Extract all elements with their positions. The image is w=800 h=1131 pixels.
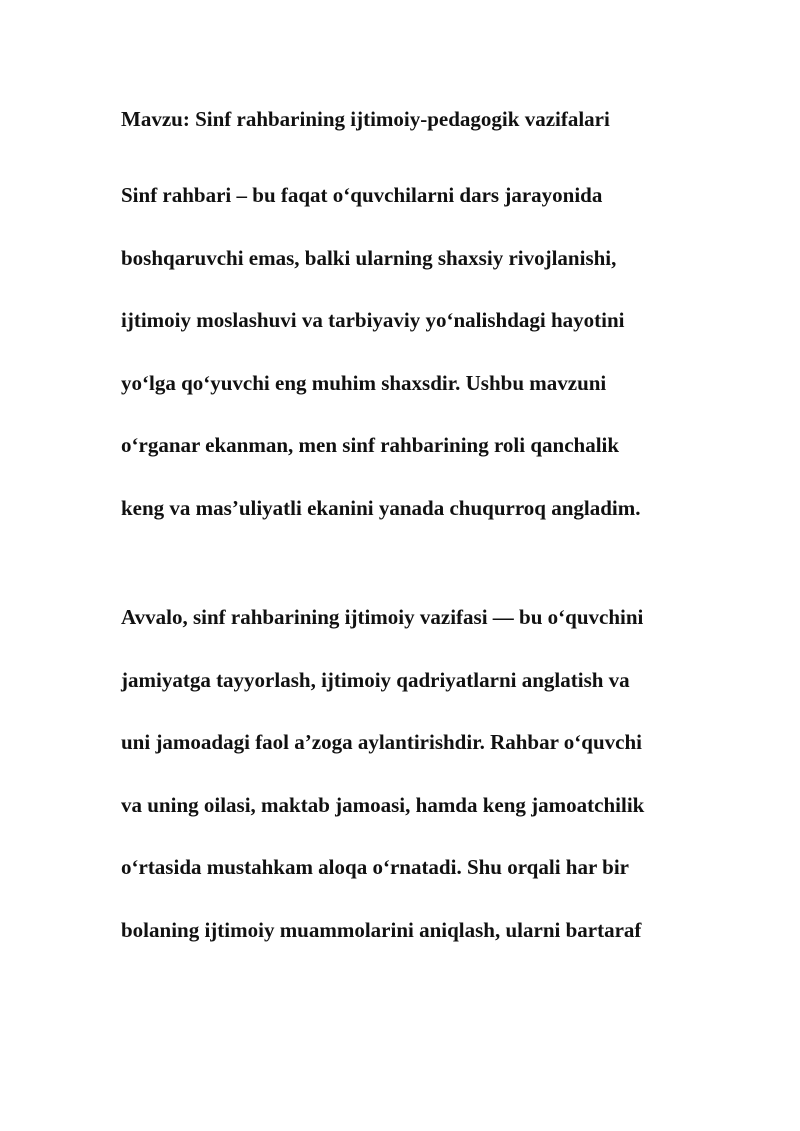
paragraph-1 [121, 181, 640, 556]
paragraph-line: o‘rganar ekanman, men sinf rahbarining roli qanchalik [121, 433, 620, 457]
paragraph-line: keng va mas’uliyatli ekanini yanada chuqurroq angladim. [121, 495, 641, 520]
paragraph-line: o‘rtasida mustahkam aloqa o‘rnatadi. Shu orqali har bir [121, 855, 629, 879]
paragraph-line: jamiyatga tayyorlash, ijtimoiy qadriyatlarni anglatish va [121, 667, 630, 692]
document-title: Mavzu: Sinf rahbarining ijtimoiy-pedagogik vazifalari [121, 107, 610, 131]
paragraph-line: Avvalo, sinf rahbarining ijtimoiy vazifasi — bu o‘quvchini [121, 605, 644, 629]
paragraph-line: bolaning ijtimoiy muammolarini aniqlash, ularni bartaraf [121, 917, 642, 942]
paragraph-line: ijtimoiy moslashuvi va tarbiyaviy yo‘nalishdagi hayotini [121, 308, 625, 332]
paragraph-line: uni jamoadagi faol a’zoga aylantirishdir. Rahbar o‘quvchi [121, 730, 642, 754]
paragraph-line: boshqaruvchi emas, balki ularning shaxsiy rivojlanishi, [121, 245, 617, 270]
paragraph-line: yo‘lga qo‘yuvchi eng muhim shaxsdir. Ushbu mavzuni [121, 370, 607, 395]
paragraph-line: va uning oilasi, maktab jamoasi, hamda keng jamoatchilik [121, 792, 645, 817]
paragraph-2 [121, 603, 644, 978]
paragraph-line: Sinf rahbari – bu faqat o‘quvchilarni dars jarayonida [121, 183, 603, 207]
